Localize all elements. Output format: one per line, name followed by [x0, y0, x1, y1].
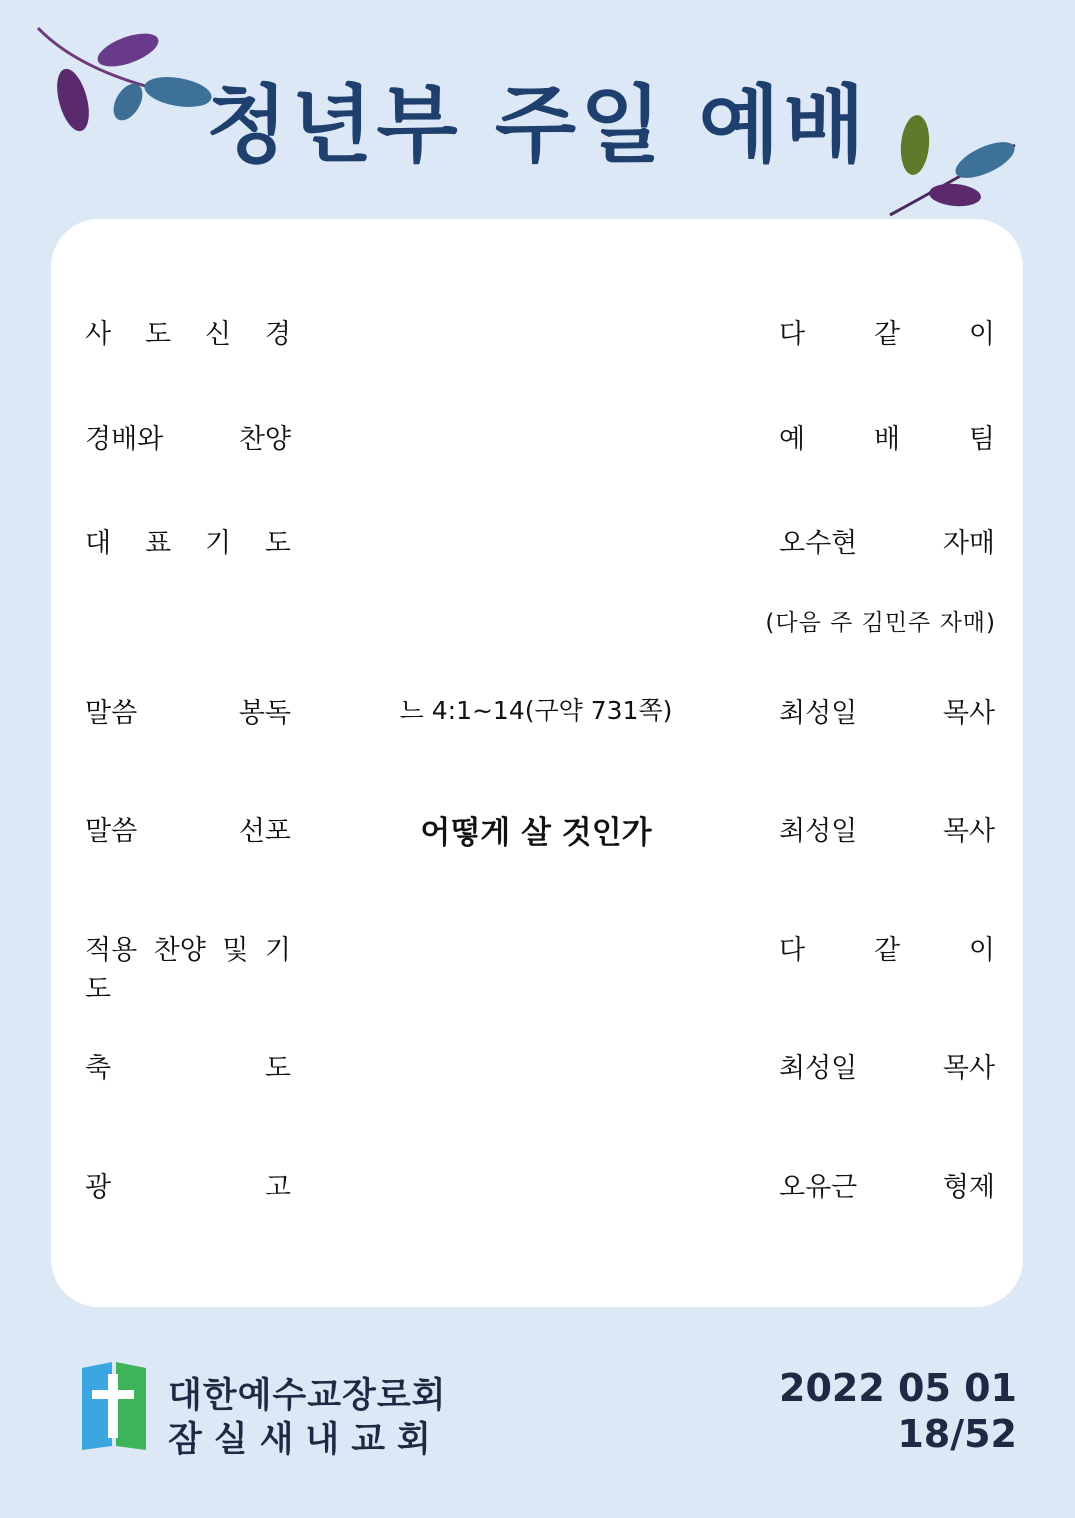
row-label: 말씀 봉독	[85, 698, 291, 729]
scripture-reference: 느 4:1~14(구약 731쪽)	[399, 696, 673, 725]
service-row	[51, 521, 1023, 581]
row-person: 최성일 목사	[779, 1053, 995, 1084]
service-row	[51, 928, 1023, 1005]
sermon-title: 어떻게 살 것인가	[420, 815, 652, 851]
row-person: 오수현 자매	[779, 528, 995, 559]
service-row	[51, 1165, 1023, 1225]
row-person: 다 같 이	[779, 319, 995, 350]
service-row	[51, 312, 1023, 372]
denomination-name: 대한예수교장로회	[168, 1376, 447, 1416]
row-label: 적용 찬양 및 기도	[85, 935, 291, 1005]
row-label: 축 도	[85, 1053, 291, 1084]
row-person: 다 같 이	[779, 935, 995, 966]
service-date: 2022 05 01	[779, 1366, 1017, 1410]
leaf-branch-icon	[885, 105, 1025, 220]
cross-book-logo-icon	[80, 1362, 148, 1454]
service-row	[51, 809, 1023, 869]
row-person: 오유근 형제	[779, 1172, 995, 1203]
row-label: 대 표 기 도	[85, 528, 291, 559]
header	[0, 0, 1075, 220]
order-of-service-card	[51, 219, 1023, 1307]
row-label: 사 도 신 경	[85, 319, 291, 350]
footer	[0, 1340, 1075, 1518]
row-label: 광 고	[85, 1172, 291, 1203]
row-person: 최성일 목사	[779, 698, 995, 729]
issue-number: 18/52	[897, 1412, 1017, 1456]
row-note: (다음 주 김민주 자매)	[765, 610, 996, 636]
page-title: 청년부 주일 예배	[206, 76, 869, 174]
service-row	[51, 417, 1023, 477]
church-name: 잠실새내교회	[168, 1420, 443, 1460]
row-person: 최성일 목사	[779, 816, 995, 847]
service-row	[51, 1046, 1023, 1106]
service-row	[51, 691, 1023, 751]
row-label: 경배와 찬양	[85, 424, 291, 455]
service-row-note	[51, 604, 1023, 664]
row-label: 말씀 선포	[85, 816, 291, 847]
row-person: 예 배 팀	[779, 424, 995, 455]
